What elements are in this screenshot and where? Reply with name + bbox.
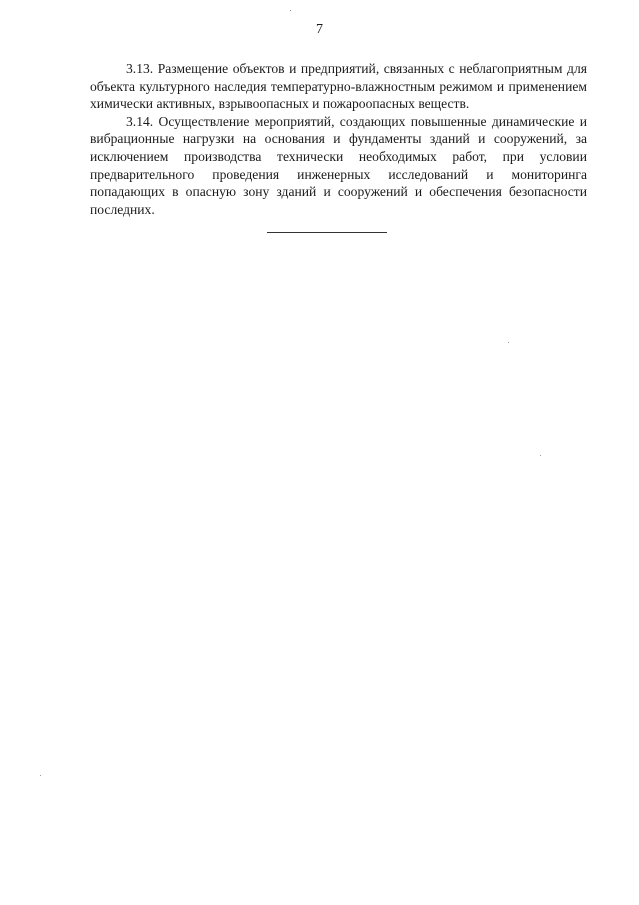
page-number: 7 [316,22,323,37]
scan-speck [40,775,41,776]
clause-3-13: 3.13. Размещение объектов и предприятий, связанных с неблагоприятным для объекта культурного наследия температурно-влажностным режимом и применением химически активных, взрывоопасных и пожароопасных веществ. [90,61,587,112]
clause-3-14: 3.14. Осуществление мероприятий, создающих повышенные динамические и вибрационные нагрузки на основания и фундаменты зданий и сооружений, за исключением производства технически необходимых работ, при условии предварительного проведения инженерных исследований и мониторинга попадающих в опасную зону зданий и сооружений и обеспечения безопасности последних. [90,113,587,217]
document-body [90,60,587,233]
scan-speck [290,10,291,11]
end-of-text-rule [267,232,387,233]
scan-speck [540,455,541,456]
scan-speck [508,342,509,343]
